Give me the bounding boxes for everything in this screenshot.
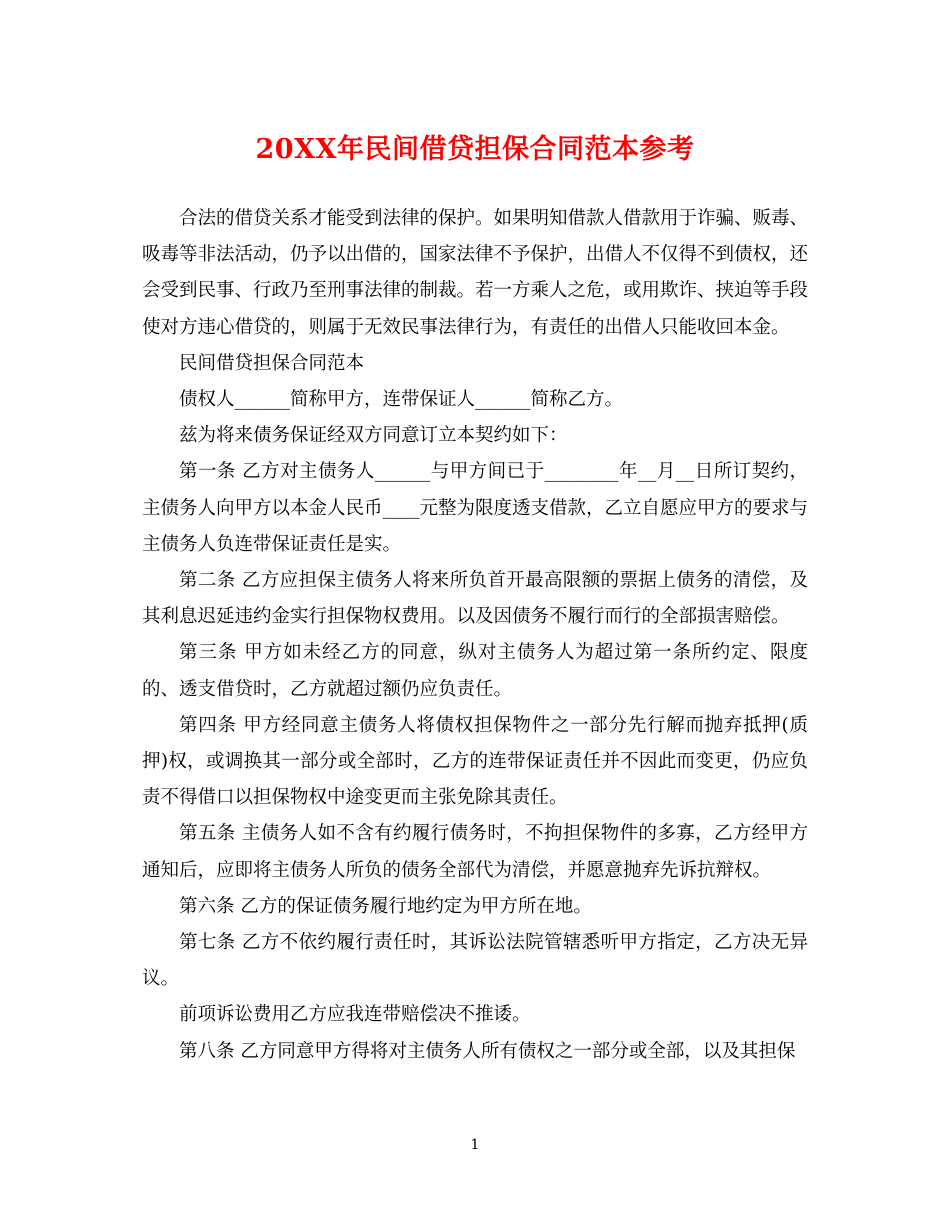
paragraph-article-6: 第六条 乙方的保证债务履行地约定为甲方所在地。 <box>179 895 592 917</box>
document-body <box>142 201 808 1070</box>
paragraph-preamble: 兹为将来债务保证经双方同意订立本契约如下： <box>179 425 568 447</box>
paragraph-intro: 合法的借贷关系才能受到法律的保护。如果明知借款人借款用于诈骗、贩毒、吸毒等非法活动，仍予以出借的，国家法律不予保护，出借人不仅得不到债权，还会受到民事、行政乃至刑事法律的制裁。若一方乘人之危，或用欺诈、挟迫等手段使对方违心借贷的，则属于无效民事法律行为，有责任的出借人只能收回本金。 <box>142 208 809 338</box>
paragraph-subtitle: 民间借贷担保合同范本 <box>179 352 365 374</box>
paragraph-article-7: 第七条 乙方不依约履行责任时，其诉讼法院管辖悉听甲方指定，乙方决无异议。 <box>142 932 808 990</box>
paragraph-article-3: 第三条 甲方如未经乙方的同意，纵对主债务人为超过第一条所约定、限度的、透支借贷时，乙方就超过额仍应负责任。 <box>142 642 808 700</box>
paragraph-article-7-cost: 前项诉讼费用乙方应我连带赔偿决不推诿。 <box>179 1004 531 1026</box>
paragraph-parties: 债权人______简称甲方，连带保证人______简称乙方。 <box>179 389 624 411</box>
paragraph-article-8: 第八条 乙方同意甲方得将对主债务人所有债权之一部分或全部，以及其担保 <box>179 1040 796 1062</box>
page-number: 1 <box>470 1137 480 1153</box>
paragraph-article-1: 第一条 乙方对主债务人______与甲方间已于________年__月__日所订契约，主债务人向甲方以本金人民币____元整为限度透支借款，乙立自愿应甲方的要求与主债务人负连带保证责任是实。 <box>142 461 809 555</box>
document-title: 20XX年民间借贷担保合同范本参考 <box>255 134 695 165</box>
paragraph-article-2: 第二条 乙方应担保主债务人将来所负首开最高限额的票据上债务的清偿，及其利息迟延违约金实行担保物权费用。以及因债务不履行而行的全部损害赔偿。 <box>142 570 808 628</box>
paragraph-article-4: 第四条 甲方经同意主债务人将债权担保物件之一部分先行解而抛弃抵押(质押)权，或调换其一部分或全部时，乙方的连带保证责任并不因此而变更，仍应负责不得借口以担保物权中途变更而主张免除其责任。 <box>142 714 808 809</box>
paragraph-article-5: 第五条 主债务人如不含有约履行债务时，不拘担保物件的多寡，乙方经甲方通知后，应即将主债务人所负的债务全部代为清偿，并愿意抛弃先诉抗辩权。 <box>142 823 808 881</box>
